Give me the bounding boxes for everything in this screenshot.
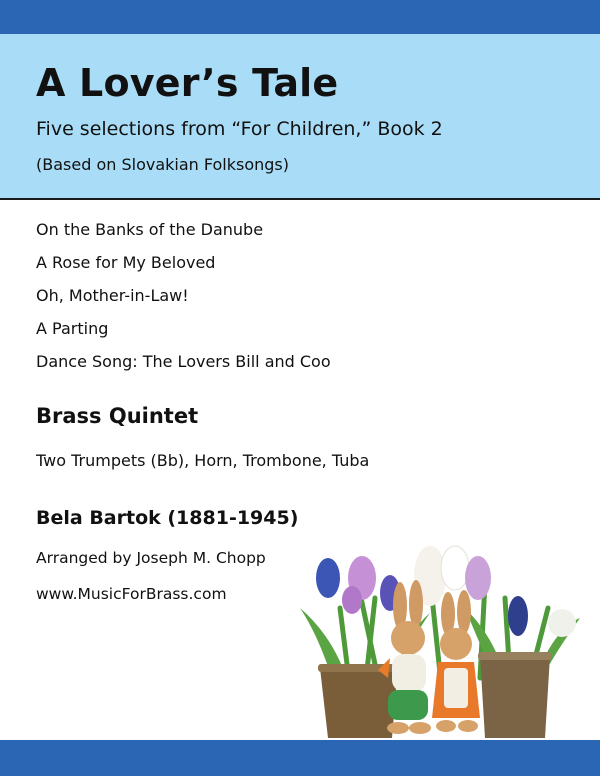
website-link: www.MusicForBrass.com	[36, 585, 227, 603]
song-item: A Rose for My Beloved	[36, 253, 216, 272]
composer: Bela Bartok (1881-1945)	[36, 507, 299, 529]
subtitle: Five selections from “For Children,” Book 2	[36, 118, 443, 140]
title-banner	[0, 34, 600, 200]
arranger: Arranged by Joseph M. Chopp	[36, 549, 266, 567]
left-flower-pot	[320, 668, 398, 738]
page-title: A Lover’s Tale	[36, 61, 339, 105]
ensemble-heading: Brass Quintet	[36, 404, 199, 428]
song-list	[36, 220, 331, 385]
instrumentation: Two Trumpets (Bb), Horn, Trombone, Tuba	[36, 451, 370, 470]
song-item: A Parting	[36, 319, 109, 338]
bottom-color-bar	[0, 740, 600, 776]
top-color-bar	[0, 0, 600, 34]
song-item: Oh, Mother-in-Law!	[36, 286, 189, 305]
easter-bunnies-hyacinths-illustration	[280, 538, 600, 740]
song-item: On the Banks of the Danube	[36, 220, 264, 239]
song-item: Dance Song: The Lovers Bill and Coo	[36, 352, 331, 371]
right-flower-pot	[480, 656, 550, 738]
source-note: (Based on Slovakian Folksongs)	[36, 155, 289, 174]
